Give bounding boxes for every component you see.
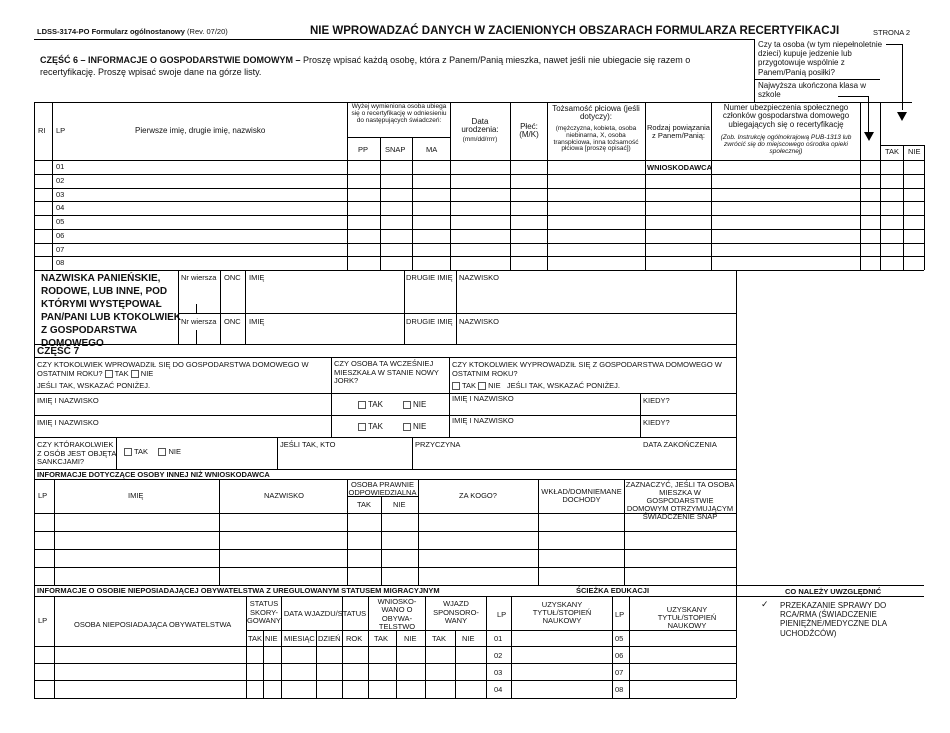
edu-row-number: 04 (494, 685, 503, 694)
if-yes-who-label: JEŚLI TAK, KTO (280, 440, 336, 449)
applicant-label: WNIOSKODAWCA (647, 163, 712, 172)
end-date-label: DATA ZAKOŃCZENIA (643, 440, 717, 449)
col-snap: SNAP (385, 145, 406, 154)
moved-in-question: CZY KTOKOLWIEK WPROWADZIŁ SIĘ DO GOSPODARSTWA DOMOWEGO W OSTATNIM ROKU? TAK NIE (37, 360, 309, 378)
edu-row-number: 07 (615, 668, 624, 677)
name-label: IMIĘ I NAZWISKO (452, 394, 514, 403)
moved-in-no-checkbox[interactable] (131, 370, 139, 378)
nc-status-nie: NIE (265, 634, 278, 643)
sanction-yes-checkbox[interactable] (124, 448, 132, 456)
row-no-label: Nr wiersza (181, 317, 217, 326)
household-member-row[interactable] (35, 161, 923, 174)
op-tak-label: TAK (357, 500, 372, 509)
edu-row-number: 02 (494, 651, 503, 660)
edu-row-number: 03 (494, 668, 503, 677)
reason-label: PRZYCZYNA (415, 440, 461, 449)
consider-title: CO NALEŻY UWZGLĘDNIĆ (785, 587, 882, 596)
moved-in-yes-checkbox[interactable] (105, 370, 113, 378)
check-icon: ✓ (761, 599, 769, 609)
school-question: Najwyższa ukończona klasa w szkole (758, 81, 867, 100)
col-ma: MA (426, 145, 438, 154)
moved-out-question: CZY KTOKOLWIEK WYPROWADZIŁ SIĘ Z GOSPODARSTWA DOMOWEGO W OSTATNIM ROKU? (452, 360, 722, 378)
household-member-row[interactable] (35, 230, 923, 243)
edu-degree-label: UZYSKANY TYTUŁ/STOPIEŃ NAUKOWY (657, 605, 717, 630)
op-last-label: NAZWISKO (264, 491, 305, 500)
last-name-label: NAZWISKO (459, 317, 500, 326)
sanction-question: CZY KTÓRAKOLWIEK Z OSÓB JEST OBJĘTA SANKCJAMI? (37, 440, 116, 467)
first-name-label: IMIĘ (249, 273, 265, 282)
ny-yes-checkbox[interactable] (358, 423, 366, 431)
op-first-label: IMIĘ (128, 491, 144, 500)
ny-answer-2: TAK NIE (358, 423, 426, 432)
nc-person-label: OSOBA NIEPOSIADAJĄCA OBYWATELSTWA (74, 620, 232, 629)
nc-applied-nie: NIE (404, 634, 417, 643)
op-legal-label: OSOBA PRAWNIE ODPOWIEDZIALNA (348, 480, 417, 497)
nc-status-label: STATUS SKORY-GOWANY (247, 599, 281, 626)
row-no-label: Nr wiersza (181, 273, 217, 282)
op-nie-label: NIE (393, 500, 406, 509)
row-number: 01 (56, 162, 65, 171)
first-name-label: IMIĘ (249, 317, 265, 326)
row-number: 04 (56, 203, 65, 213)
col-name: Pierwsze imię, drugie imię, nazwisko (135, 126, 266, 135)
edu-row-number: 05 (615, 634, 624, 643)
row-number: 03 (56, 189, 65, 199)
moved-out-yes-checkbox[interactable] (452, 382, 460, 390)
ny-resident-question: CZY OSOBA TA WCZEŚNIEJ MIESZKAŁA W STANIE NOWY JORK? (334, 359, 439, 386)
row-number: 07 (56, 244, 65, 254)
col-dob: Data urodzenia: (461, 117, 499, 135)
col-dob-format: (mm/dd/rrrr) (462, 136, 498, 143)
onc-label: ONC (224, 273, 241, 282)
col-pp: PP (358, 145, 369, 154)
col-tak: TAK (885, 147, 900, 156)
education-title: ŚCIEŻKA EDUKACJI (576, 586, 650, 595)
op-for-whom-label: ZA KOGO? (459, 491, 497, 500)
row-number: 05 (56, 217, 65, 226)
maiden-names-title: NAZWISKA PANIEŃSKIE, RODOWE, LUB INNE, POD KTÓRYMI WYSTĘPOWAŁ PAN/PANI LUB KTOKOLWIEK Z GOSPODARSTWA DOMOWEGO (41, 273, 181, 349)
middle-name-label: DRUGIE IMIĘ (406, 273, 453, 282)
household-member-row[interactable] (35, 244, 923, 257)
name-label: IMIĘ I NAZWISKO (37, 396, 99, 405)
col-benefits: Wyżej wymieniona osoba ubiega się o recertyfikację w odniesieniu do następujących świadczeń: (351, 103, 447, 125)
ny-yes-checkbox[interactable] (358, 401, 366, 409)
nc-applied-tak: TAK (374, 634, 389, 643)
col-relation: Rodzaj powiązania z Panem/Panią: (647, 123, 710, 140)
nc-sponsored-tak: TAK (432, 634, 447, 643)
col-sex: Płeć: (M/K) (519, 122, 539, 140)
op-lp-label: LP (38, 491, 48, 500)
arrow-down-icon (897, 112, 907, 121)
part7-title: CZĘŚĆ 7 (37, 346, 80, 357)
if-yes-note: JEŚLI TAK, WSKAZAĆ PONIŻEJ. (37, 381, 151, 390)
name-label: IMIĘ I NAZWISKO (452, 416, 514, 425)
part6-heading: CZĘŚĆ 6 – INFORMACJE O GOSPODARSTWIE DOMOWYM – Proszę wpisać każdą osobę, która z Panem/Panią mieszka, nawet jeśli nie ubiegacie się razem o recertyfikację. Proszę wpisać swoje dane na górze listy. (40, 55, 691, 77)
nc-day-label: DZIEŃ (318, 634, 341, 643)
household-member-row[interactable] (35, 189, 923, 202)
col-ssn: Numer ubezpieczenia społecznego członków gospodarstwa domowego ubiegających się o recertyfikację (722, 103, 850, 129)
nc-year-label: ROK (346, 634, 363, 643)
edu-row-number: 01 (494, 634, 503, 643)
middle-name-label: DRUGIE IMIĘ (406, 317, 453, 326)
moved-out-answer: TAK NIE JEŚLI TAK, WSKAZAĆ PONIŻEJ. (452, 382, 620, 390)
ny-no-checkbox[interactable] (403, 423, 411, 431)
household-member-row[interactable] (35, 175, 923, 188)
row-number: 06 (56, 230, 65, 240)
name-label: IMIĘ I NAZWISKO (37, 418, 99, 427)
ny-no-checkbox[interactable] (403, 401, 411, 409)
col-nie: NIE (908, 147, 921, 156)
rca-referral-item: PRZEKAZANIE SPRAWY DO RCA/RMA (ŚWIADCZENIE PIENIĘŻNE/MEDYCZNE DLA UCHODŹCÓW) (780, 601, 887, 638)
page-number: STRONA 2 (873, 28, 911, 37)
moved-out-no-checkbox[interactable] (478, 382, 486, 390)
household-member-row[interactable] (35, 202, 923, 215)
edu-row-number: 06 (615, 651, 624, 660)
edu-lp-label: LP (497, 610, 507, 619)
last-name-label: NAZWISKO (459, 273, 500, 282)
nc-month-label: MIESIĄC (284, 634, 315, 643)
row-number: 08 (56, 258, 65, 268)
ny-answer-1: TAK NIE (358, 401, 426, 410)
form-id: LDSS-3174-PO Formularz ogólnostanowy (Rev. 07/20) (37, 27, 228, 36)
meals-question: Czy ta osoba (w tym niepełnoletnie dzieci) kupuje jedzenie lub przygotowuje wspólnie z Panem/Panią posiłki? (758, 40, 883, 77)
op-snap-note: ZAZNACZYĆ, JEŚLI TA OSOBA MIESZKA W GOSPODARSTWIE DOMOWYM OTRZYMUJĄCYM ŚWIADCZENIE SNAP (625, 480, 735, 521)
onc-label: ONC (224, 317, 241, 326)
shaded-area-warning: NIE WPROWADZAĆ DANYCH W ZACIENIONYCH OBSZARACH FORMULARZA RECERTYFIKACJI (310, 25, 840, 37)
edu-degree-label: UZYSKANY TYTUŁ/STOPIEŃ NAUKOWY (532, 600, 592, 625)
when-label: KIEDY? (643, 418, 670, 427)
col-lp: LP (56, 126, 66, 135)
nc-sponsored-nie: NIE (462, 634, 475, 643)
nc-lp-label: LP (38, 616, 48, 625)
other-person-title: INFORMACJE DOTYCZĄCE OSOBY INNEJ NIŻ WNIOSKODAWCA (37, 470, 270, 479)
col-gender: Tożsamość płciowa (jeśli dotyczy): (552, 104, 640, 122)
nc-entry-label: DATA WJAZDU/STATUS (283, 609, 367, 618)
edu-row-number: 08 (615, 685, 624, 694)
nc-status-tak: TAK (248, 634, 263, 643)
sanction-answer: TAK NIE (124, 448, 181, 456)
household-member-row[interactable] (35, 216, 923, 229)
sanction-no-checkbox[interactable] (158, 448, 166, 456)
household-member-row[interactable] (35, 257, 923, 270)
arrow-down-icon (864, 132, 874, 141)
col-ri: RI (38, 126, 46, 135)
nc-applied-label: WNIOSKO-WANO O OBYWA-TELSTWO (377, 597, 417, 631)
row-number: 02 (56, 175, 65, 185)
nc-sponsored-label: WJAZD SPONSORO-WANY (433, 599, 479, 626)
col-ssn-note: (Zob. Instrukcję ogólnokrajową PUB-1313 lub zwrócić się do miejscowego ośrodka opieki społecznej) (720, 134, 852, 155)
when-label: KIEDY? (643, 396, 670, 405)
op-contribution-label: WKŁAD/DOMNIEMANE DOCHODY (541, 487, 622, 504)
noncitizen-title: INFORMACJE O OSOBIE NIEPOSIADAJĄCEJ OBYWATELSTWA Z UREGULOWANYM STATUSEM MIGRACYJNYM (37, 586, 440, 595)
col-gender-options: (mężczyzna, kobieta, osoba niebinarna, X, osoba transpłciowa, inna tożsamość płciowa [proszę opisać]) (553, 125, 639, 153)
edu-lp-label: LP (615, 610, 625, 619)
